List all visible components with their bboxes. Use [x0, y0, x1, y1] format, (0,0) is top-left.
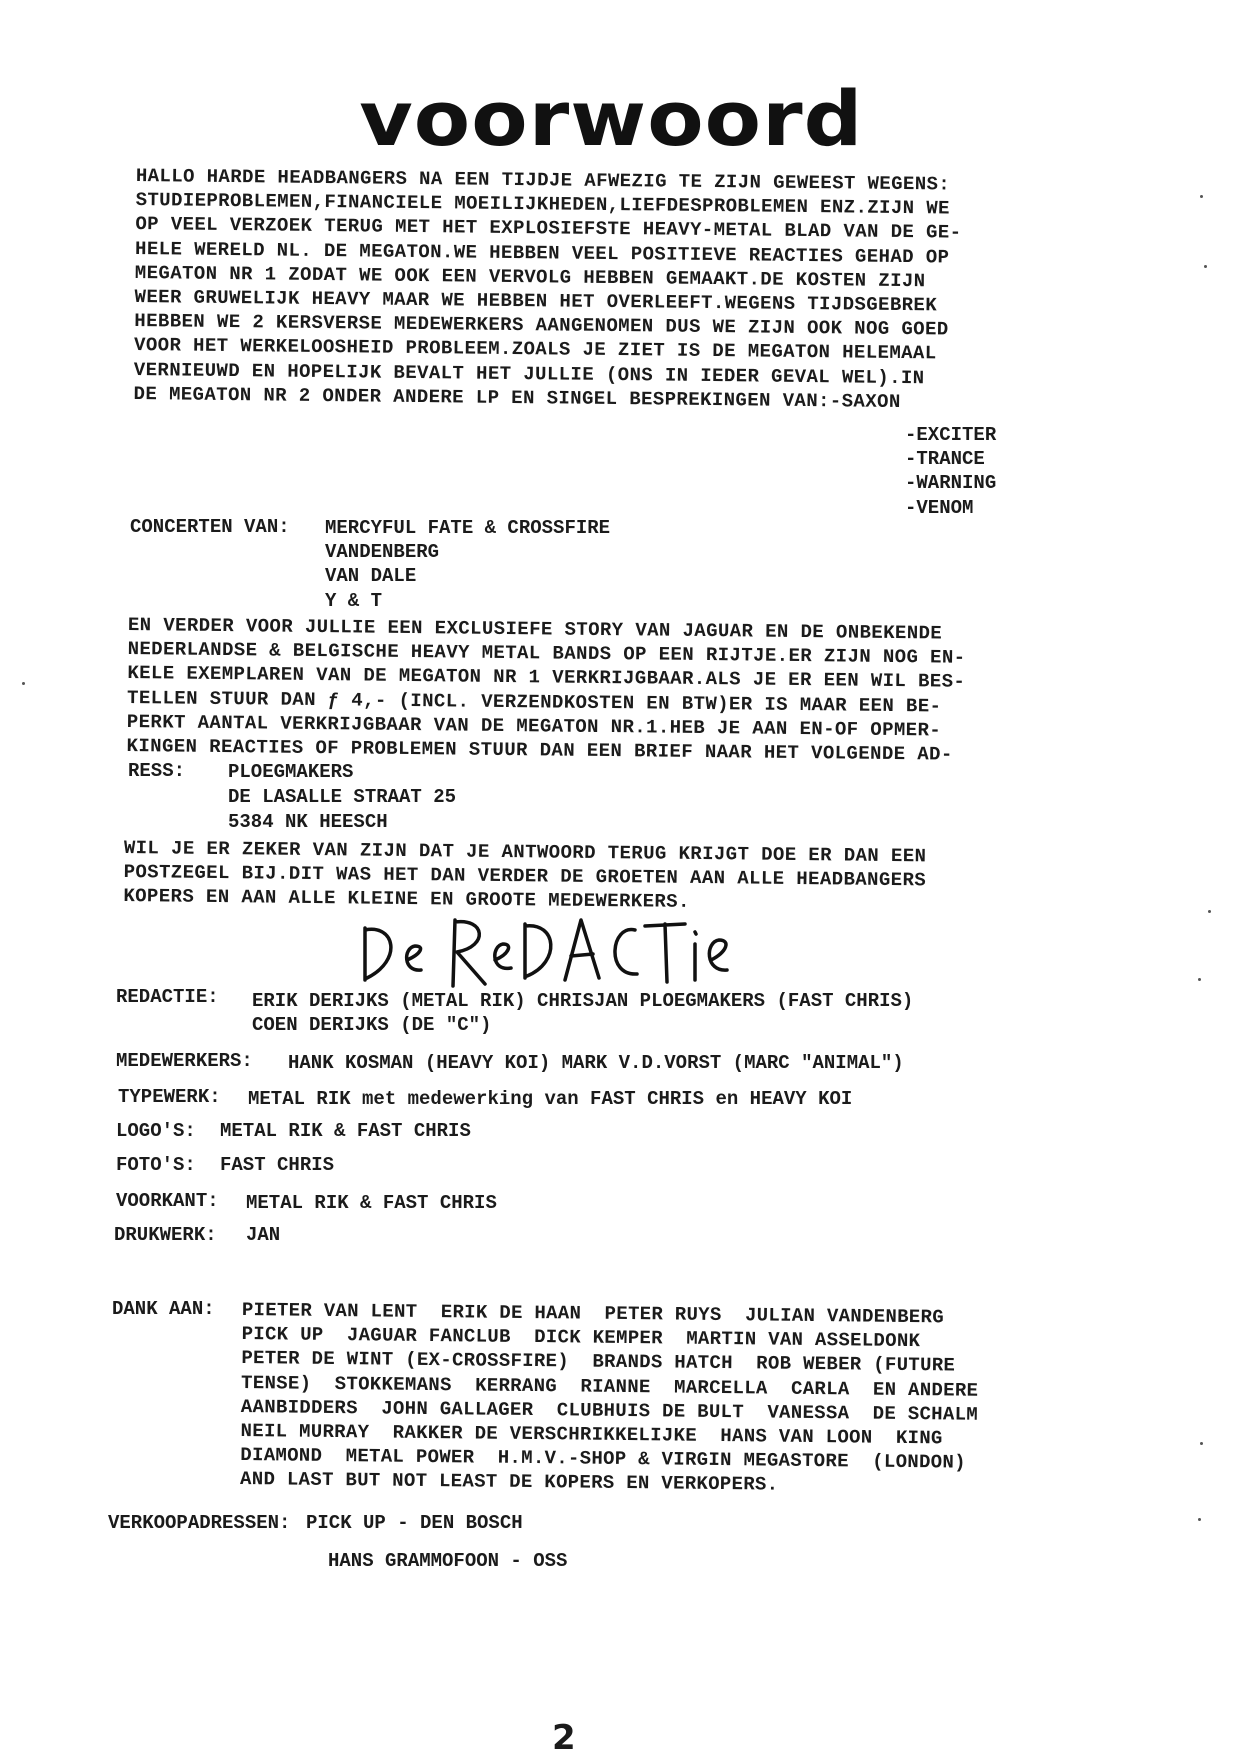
text-line: WIL JE ER ZEKER VAN ZIJN DAT JE ANTWOORD TERUG KRIJGT DOE ER DAN EEN	[123, 836, 927, 868]
text-line: NEDERLANDSE & BELGISCHE HEAVY METAL BANDS OP EEN RIJTJE.ER ZIJN NOG EN-	[127, 638, 966, 669]
logos-label: LOGO'S:	[116, 1120, 196, 1142]
signature-drawing	[355, 910, 755, 1000]
text-line: TENSE) STOKKEMANS KERRANG RIANNE MARCELLA CARLA EN ANDERE	[240, 1371, 979, 1402]
redactie-label: REDACTIE:	[116, 986, 219, 1008]
text-line: VERNIEUWD EN HOPELIJK BEVALT HET JULLIE (ONS IN IEDER GEVAL WEL).IN	[133, 358, 925, 389]
band-item: -EXCITER	[905, 424, 997, 446]
redactie-names-2: COEN DERIJKS (DE "C")	[252, 1014, 492, 1036]
text-line: OP VEEL VERZOEK TERUG MET HET EXPLOSIEFSTE HEAVY-METAL BLAD VAN DE GE-	[135, 213, 962, 245]
margin-speck	[1200, 195, 1203, 198]
text-line: HELE WERELD NL. DE MEGATON.WE HEBBEN VEEL POSITIEVE REACTIES GEHAD OP	[134, 237, 950, 269]
text-line: PICK UP JAGUAR FANCLUB DICK KEMPER MARTIN VAN ASSELDONK	[241, 1323, 921, 1353]
text-line: HEBBEN WE 2 KERSVERSE MEDEWERKERS AANGENOMEN DUS WE ZIJN OOK NOG GOED	[134, 310, 949, 341]
text-line: KOPERS EN AAN ALLE KLEINE EN GROOTE MEDEWERKERS.	[123, 885, 690, 914]
dank-label: DANK AAN:	[112, 1298, 215, 1320]
fotos-label: FOTO'S:	[116, 1154, 196, 1176]
concert-item: VANDENBERG	[325, 541, 440, 564]
page-number: 2	[552, 1718, 576, 1758]
text-line: PETER DE WINT (EX-CROSSFIRE) BRANDS HATCH ROB WEBER (FUTURE	[241, 1347, 956, 1377]
margin-speck	[1208, 910, 1211, 913]
logos-names: METAL RIK & FAST CHRIS	[220, 1120, 471, 1142]
text-line: AANBIDDERS JOHN GALLAGER CLUBHUIS DE BULT VANESSA DE SCHALM	[240, 1395, 979, 1426]
concert-item: MERCYFUL FATE & CROSSFIRE	[325, 517, 611, 539]
text-line: DE MEGATON NR 2 ONDER ANDERE LP EN SINGEL BESPREKINGEN VAN:-SAXON	[133, 382, 901, 413]
page-title: voorwoord	[359, 74, 864, 163]
text-line: KELE EXEMPLAREN VAN DE MEGATON NR 1 VERKRIJGBAAR.ALS JE ER EEN WIL BES-	[127, 662, 966, 694]
margin-speck	[1198, 1518, 1201, 1521]
typewerk-names: METAL RIK met medewerking van FAST CHRIS en HEAVY KOI	[248, 1088, 853, 1110]
intro-paragraph	[133, 164, 1085, 416]
verkoop-address: PICK UP - DEN BOSCH	[306, 1512, 523, 1534]
address-line: 5384 NK HEESCH	[228, 811, 388, 833]
drukwerk-names: JAN	[246, 1224, 281, 1246]
concert-item: VAN DALE	[325, 565, 417, 588]
text-line: TELLEN STUUR DAN ƒ 4,- (INCL. VERZENDKOSTEN EN BTW)ER IS MAAR EEN BE-	[126, 686, 942, 718]
concert-item: Y & T	[325, 589, 383, 612]
redactie-names: ERIK DERIJKS (METAL RIK) CHRISJAN PLOEGMAKERS (FAST CHRIS)	[252, 990, 914, 1012]
thanks-list	[240, 1298, 979, 1499]
margin-speck	[22, 682, 25, 685]
concerts-label: CONCERTEN VAN:	[130, 516, 290, 538]
text-line: AND LAST BUT NOT LEAST DE KOPERS EN VERKOPERS.	[239, 1468, 779, 1497]
address-line: DE LASALLE STRAAT 25	[228, 786, 457, 808]
text-line: PERKT AANTAL VERKRIJGBAAR VAN DE MEGATON NR.1.HEB JE AAN EN-OF OPMER-	[126, 710, 942, 742]
text-line: DIAMOND METAL POWER H.M.V.-SHOP & VIRGIN MEGASTORE (LONDON)	[240, 1444, 966, 1474]
text-line: POSTZEGEL BIJ.DIT WAS HET DAN VERDER DE GROETEN AAN ALLE HEADBANGERS	[123, 861, 927, 892]
text-line: MEGATON NR 1 ZODAT WE OOK EEN VERVOLG HEBBEN GEMAAKT.DE KOSTEN ZIJN	[134, 261, 926, 293]
address-line: PLOEGMAKERS	[228, 761, 354, 783]
fotos-names: FAST CHRIS	[220, 1154, 335, 1176]
verkoop-address: HANS GRAMMOFOON - OSS	[328, 1550, 568, 1572]
text-line: PIETER VAN LENT ERIK DE HAAN PETER RUYS JULIAN VANDENBERG	[241, 1299, 945, 1329]
story-paragraph	[126, 613, 1087, 768]
band-item: -TRANCE	[905, 448, 985, 471]
concerts-list	[325, 516, 610, 613]
verkoop-label: VERKOOPADRESSEN:	[108, 1512, 291, 1534]
typewerk-label: TYPEWERK:	[118, 1086, 221, 1108]
text-line: EN VERDER VOOR JULLIE EEN EXCLUSIEFE STORY VAN JAGUAR EN DE ONBEKENDE	[127, 613, 943, 645]
margin-speck	[1204, 265, 1207, 268]
voorkant-names: METAL RIK & FAST CHRIS	[246, 1192, 497, 1214]
address-label: RESS:	[128, 760, 186, 782]
postal-address	[228, 760, 456, 835]
text-line: KINGEN REACTIES OF PROBLEMEN STUUR DAN EEN BRIEF NAAR HET VOLGENDE AD-	[126, 735, 953, 766]
text-line: WEER GRUWELIJK HEAVY MAAR WE HEBBEN HET OVERLEEFT.WEGENS TIJDSGEBREK	[134, 286, 938, 317]
margin-speck	[1200, 1442, 1203, 1445]
text-line: NEIL MURRAY RAKKER DE VERSCHRIKKELIJKE HANS VAN LOON KING	[240, 1420, 943, 1450]
margin-speck	[1198, 978, 1201, 981]
text-line: HALLO HARDE HEADBANGERS NA EEN TIJDJE AFWEZIG TE ZIJN GEWEEST WEGENS:	[135, 164, 951, 196]
band-list	[905, 423, 996, 520]
closing-paragraph	[123, 836, 1084, 919]
medewerkers-names: HANK KOSMAN (HEAVY KOI) MARK V.D.VORST (MARC "ANIMAL")	[288, 1052, 904, 1074]
voorkant-label: VOORKANT:	[116, 1190, 219, 1212]
medewerkers-label: MEDEWERKERS:	[116, 1050, 253, 1072]
band-item: -VENOM	[905, 496, 974, 519]
drukwerk-label: DRUKWERK:	[114, 1224, 217, 1246]
text-line: VOOR HET WERKELOOSHEID PROBLEEM.ZOALS JE ZIET IS DE MEGATON HELEMAAL	[133, 334, 937, 365]
text-line: STUDIEPROBLEMEN,FINANCIELE MOEILIJKHEDEN,LIEFDESPROBLEMEN ENZ.ZIJN WE	[135, 189, 951, 220]
band-item: -WARNING	[905, 472, 997, 495]
